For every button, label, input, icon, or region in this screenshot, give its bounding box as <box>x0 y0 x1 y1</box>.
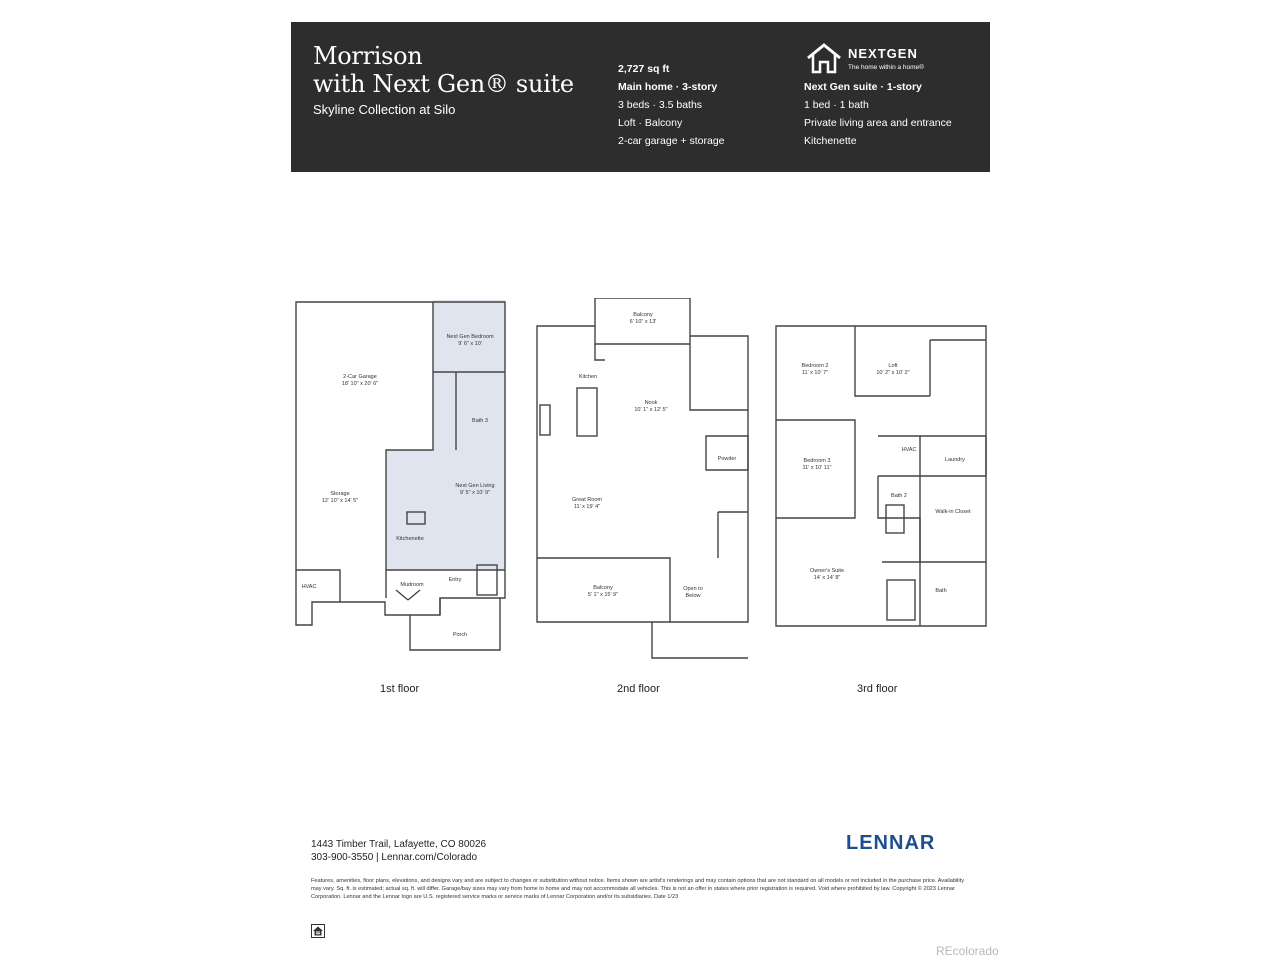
room-label-open-below: Open to <box>683 586 703 592</box>
room-dim-ng-bedroom: 9' 6" x 10' <box>458 341 482 347</box>
collection-name: Skyline Collection at Silo <box>313 102 456 117</box>
address: 1443 Timber Trail, Lafayette, CO 80026 <box>311 839 487 850</box>
room-label-storage: Storage <box>330 491 350 497</box>
contact: 303-900-3550 | Lennar.com/Colorado <box>311 852 478 863</box>
room-dim-garage: 18' 10" x 20' 6" <box>341 381 379 387</box>
room-label-great-room: Great Room <box>572 497 602 503</box>
room-label-kitchenette: Kitchenette <box>396 536 424 542</box>
nextgen-line: Private living area and entrance <box>804 117 952 129</box>
floor-label-1st: 1st floor <box>380 683 420 695</box>
plan-title <box>313 42 574 98</box>
floor-label-3rd: 3rd floor <box>857 683 898 695</box>
nextgen-logo-name: NEXTGEN <box>848 46 918 61</box>
room-label-porch: Porch <box>452 632 468 638</box>
room-label-hvac: HVAC <box>301 584 317 590</box>
room-label-kitchen: Kitchen <box>578 374 598 380</box>
disclaimer: Features, amenities, floor plans, elevations, and designs vary and are subject to changes or substitution without notice. Items shown are artist's renderings and may contain options that are not standard on all models or not included in the purchase price. Availability may vary. Sq. ft. is estimated; actual sq. ft. will differ. Garage/bay sizes may vary from home to home and may not accommodate all vehicles. This is not an offer in states where prior registration is required. Void where prohibited by law. Copyright © 2023 Lennar Corporation. Lennar and the Lennar logo are U.S. registered service marks or service marks of Lennar Corporation and/or its subsidiaries. Date 1/23 <box>311 878 965 900</box>
room-label-ng-bedroom: Next Gen Bedroom <box>446 334 494 340</box>
room-label-entry: Entry <box>448 577 462 583</box>
room-label-hvac-3: HVAC <box>901 447 917 453</box>
nextgen-line: 1 bed · 1 bath <box>804 99 869 111</box>
nextgen-logo <box>806 42 956 76</box>
watermark: REcolorado <box>936 944 999 958</box>
house-icon <box>806 42 842 74</box>
main-home-specs <box>618 60 725 150</box>
room-label-bath3: Bath 3 <box>472 418 488 424</box>
lennar-logo: LENNAR <box>846 832 936 854</box>
room-label-walkin: Walk-in Closet <box>935 509 971 515</box>
nextgen-heading: Next Gen suite · 1-story <box>804 81 922 93</box>
room-label-bath2: Bath 2 <box>891 493 907 499</box>
room-label-owners-suite: Owner's Suite <box>809 568 845 574</box>
nextgen-line: Kitchenette <box>804 135 857 147</box>
room-label-open-below-2: Below <box>685 593 701 599</box>
room-label-ng-living: Next Gen Living <box>455 483 495 489</box>
room-dim-owners-suite: 14' x 14' 8" <box>813 575 841 581</box>
room-label-balcony-top: Balcony <box>633 312 653 318</box>
floor-label-2nd: 2nd floor <box>617 683 660 695</box>
equal-housing-icon <box>311 924 325 938</box>
first-floor-plan <box>296 300 505 650</box>
nextgen-suite-specs <box>804 78 952 150</box>
room-label-loft: Loft <box>888 363 898 369</box>
nextgen-logo-tagline: The home within a home® <box>848 64 924 71</box>
room-label-laundry: Laundry <box>945 457 965 463</box>
room-label-garage: 2-Car Garage <box>343 374 377 380</box>
room-label-bedroom2: Bedroom 2 <box>801 363 829 369</box>
main-home-line: 3 beds · 3.5 baths <box>618 99 703 111</box>
sqft: 2,727 sq ft <box>618 63 670 75</box>
room-dim-balcony-bottom: 5' 1" x 15' 9" <box>587 592 619 598</box>
room-dim-storage: 12' 10" x 14' 5" <box>321 498 359 504</box>
plan-title-line2: with Next Gen® suite <box>313 70 574 98</box>
room-label-nook: Nook <box>644 400 658 406</box>
room-dim-bedroom3: 11' x 10' 11" <box>802 465 832 471</box>
room-dim-great-room: 11' x 19' 4" <box>573 504 601 510</box>
room-label-bedroom3: Bedroom 3 <box>803 458 831 464</box>
plan-title-line1: Morrison <box>313 42 423 70</box>
header-banner <box>291 22 990 172</box>
second-floor-plan <box>537 298 748 658</box>
room-dim-loft: 10' 2" x 10' 2" <box>876 370 910 376</box>
floor-plans <box>291 298 990 668</box>
address-block <box>311 838 486 864</box>
room-dim-bedroom2: 11' x 10' 7" <box>801 370 829 376</box>
room-dim-balcony-top: 6' 10" x 13' <box>629 319 657 325</box>
room-label-mudroom: Mudroom <box>400 582 424 588</box>
room-dim-nook: 10' 1" x 12' 5" <box>634 407 668 413</box>
main-home-line: 2-car garage + storage <box>618 135 725 147</box>
room-label-bath: Bath <box>935 588 947 594</box>
room-label-powder: Powder <box>717 456 737 462</box>
main-home-line: Loft · Balcony <box>618 117 683 129</box>
room-dim-ng-living: 9' 5" x 10' 9" <box>459 490 491 496</box>
main-home-heading: Main home · 3-story <box>618 81 718 93</box>
room-label-balcony-bottom: Balcony <box>593 585 613 591</box>
